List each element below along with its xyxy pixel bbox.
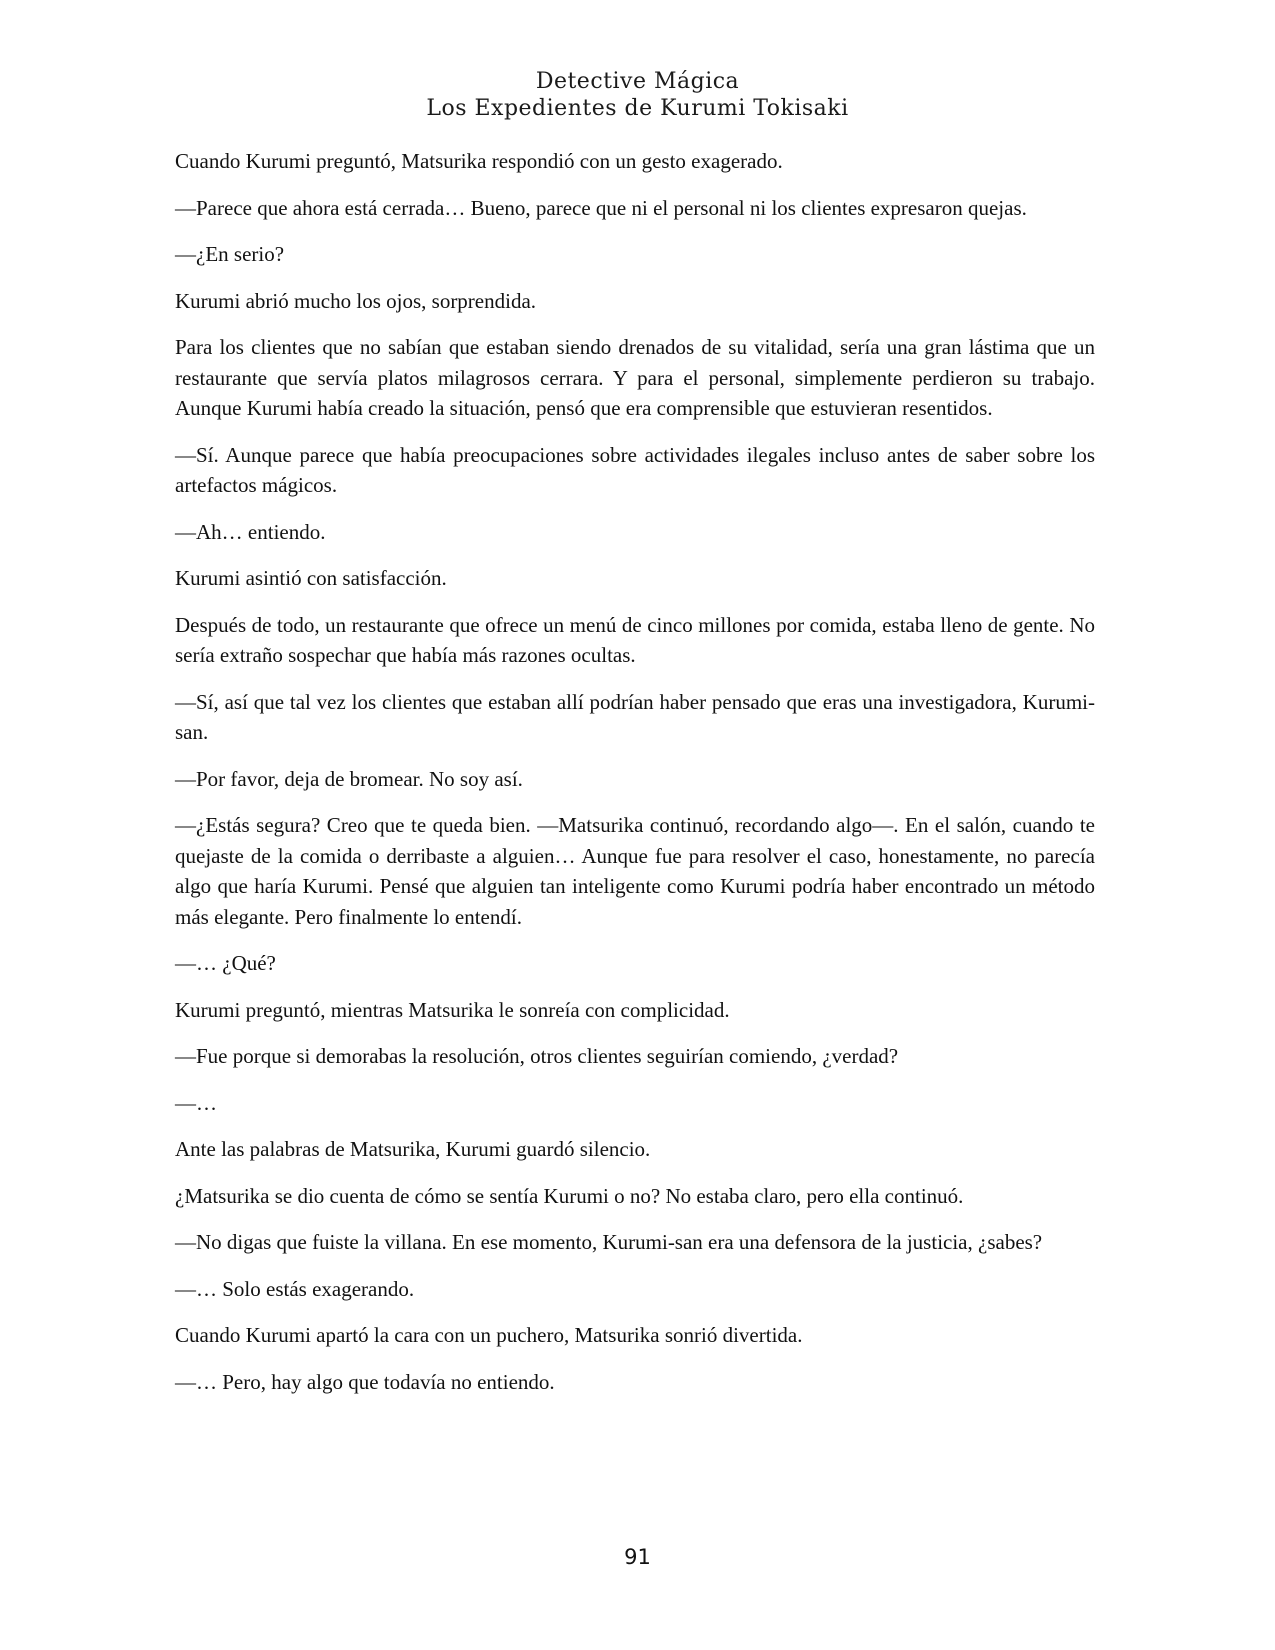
paragraph: Cuando Kurumi apartó la cara con un puchero, Matsurika sonrió divertida. — [175, 1323, 803, 1347]
paragraph: Kurumi asintió con satisfacción. — [175, 566, 447, 590]
paragraph: —Fue porque si demorabas la resolución, otros clientes seguirían comiendo, ¿verdad? — [175, 1044, 899, 1068]
paragraph: —… ¿Qué? — [175, 951, 276, 975]
paragraph: ¿Matsurika se dio cuenta de cómo se sentía Kurumi o no? No estaba claro, pero ella continuó. — [175, 1183, 964, 1208]
header-series-title: Detective Mágica — [535, 69, 740, 94]
paragraph: —No digas que fuiste la villana. En ese momento, Kurumi-san era una defensora de la justicia, ¿sabes? — [175, 1230, 1043, 1254]
paragraph: —¿En serio? — [175, 242, 285, 266]
paragraph: —Parece que ahora está cerrada… Bueno, parece que ni el personal ni los clientes expresaron quejas. — [175, 195, 1027, 220]
paragraph: —Sí, así que tal vez los clientes que estaban allí podrían haber pensado que eras una investigadora, Kurumi-san. — [175, 689, 1095, 744]
body-text — [175, 146, 1095, 1413]
paragraph: —… — [175, 1090, 217, 1115]
paragraph: —Por favor, deja de bromear. No soy así. — [175, 766, 523, 791]
paragraph: —… Solo estás exagerando. — [175, 1276, 415, 1301]
paragraph: Kurumi preguntó, mientras Matsurika le sonreía con complicidad. — [175, 997, 730, 1022]
running-header — [0, 68, 1275, 122]
paragraph: —Ah… entiendo. — [175, 519, 326, 544]
paragraph: Kurumi abrió mucho los ojos, sorprendida. — [175, 288, 537, 313]
header-book-title: Los Expedientes de Kurumi Tokisaki — [426, 96, 849, 121]
page-number: 91 — [624, 1545, 651, 1569]
paragraph: —Sí. Aunque parece que había preocupaciones sobre actividades ilegales incluso antes de saber sobre los artefactos mágicos. — [175, 442, 1095, 497]
paragraph: Cuando Kurumi preguntó, Matsurika respondió con un gesto exagerado. — [175, 149, 783, 173]
paragraph: —¿Estás segura? Creo que te queda bien. —Matsurika continuó, recordando algo—. En el salón, cuando te quejaste de la comida o derribaste a alguien… Aunque fue para resolver el caso, honestamente, no parecía algo que haría Kurumi. Pensé que alguien tan inteligente como Kurumi podría haber encontrado un método más elegante. Pero finalmente lo entendí. — [175, 813, 1095, 929]
paragraph: Para los clientes que no sabían que estaban siendo drenados de su vitalidad, sería una gran lástima que un restaurante que servía platos milagrosos cerrara. Y para el personal, simplemente perdieron su trabajo. Aunque Kurumi había creado la situación, pensó que era comprensible que estuvieran resentidos. — [175, 335, 1095, 420]
paragraph: Después de todo, un restaurante que ofrece un menú de cinco millones por comida, estaba lleno de gente. No sería extraño sospechar que había más razones ocultas. — [175, 612, 1095, 667]
paragraph: Ante las palabras de Matsurika, Kurumi guardó silencio. — [175, 1137, 651, 1161]
paragraph: —… Pero, hay algo que todavía no entiendo. — [175, 1369, 555, 1394]
